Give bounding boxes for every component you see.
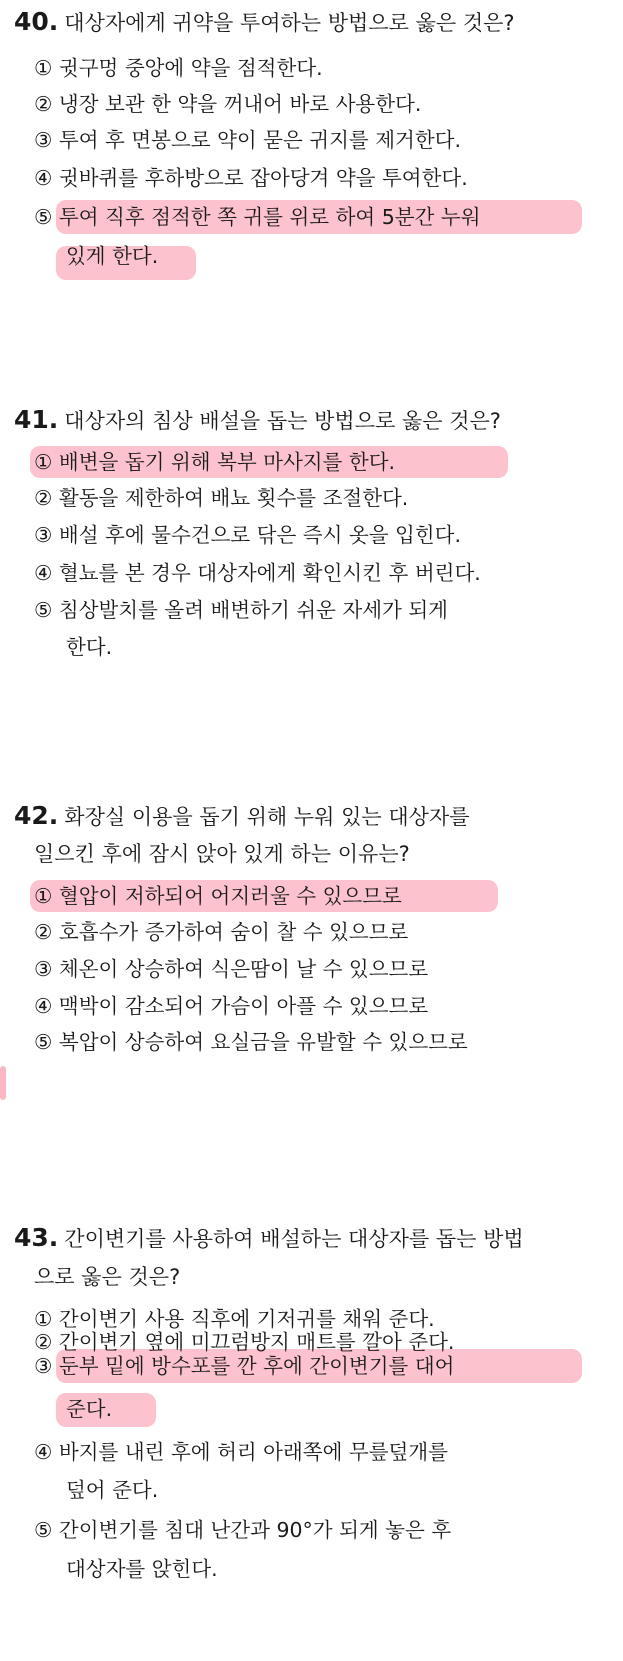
question-text-line2: 일으킨 후에 잠시 앉아 있게 하는 이유는? [34,842,410,866]
option-2: ② 간이변기 옆에 미끄럼방지 매트를 깔아 준다. [34,1330,455,1354]
question-text: 화장실 이용을 돕기 위해 누워 있는 대상자를 [64,805,470,829]
option-4: ④ 귓바퀴를 후하방으로 잡아당겨 약을 투여한다. [34,166,468,190]
option-3: ③ 체온이 상승하여 식은땀이 날 수 있으므로 [34,957,429,981]
question-number: 42. [14,801,59,830]
question-stem [14,404,501,438]
option-3-continuation: 준다. [66,1397,113,1421]
question-text-line2: 으로 옳은 것은? [34,1265,181,1289]
option-3: ③ 둔부 밑에 방수포를 깐 후에 간이변기를 대어 [34,1354,455,1378]
option-5-continuation: 한다. [66,635,113,659]
question-text: 대상자의 침상 배설을 돕는 방법으로 옳은 것은? [64,409,501,433]
option-5: ⑤ 침상발치를 올려 배변하기 쉬운 자세가 되게 [34,598,448,622]
question-text: 간이변기를 사용하여 배설하는 대상자를 돕는 방법 [64,1227,524,1251]
option-1: ① 귓구멍 중앙에 약을 점적한다. [34,56,323,80]
option-5-continuation: 대상자를 앉힌다. [66,1557,218,1581]
question-stem [14,6,515,40]
option-1: ① 간이변기 사용 직후에 기저귀를 채워 준다. [34,1307,435,1331]
question-number: 41. [14,405,59,434]
option-2: ② 호흡수가 증가하여 숨이 찰 수 있으므로 [34,920,409,944]
option-4: ④ 맥박이 감소되어 가슴이 아플 수 있으므로 [34,994,429,1018]
option-5: ⑤ 복압이 상승하여 요실금을 유발할 수 있으므로 [34,1030,468,1054]
question-stem [14,800,470,834]
option-4-continuation: 덮어 준다. [66,1478,159,1502]
option-1: ① 배변을 돕기 위해 복부 마사지를 한다. [34,450,396,474]
margin-mark [0,1066,6,1100]
option-5-continuation: 있게 한다. [66,244,159,268]
question-stem [14,1222,524,1256]
question-text: 대상자에게 귀약을 투여하는 방법으로 옳은 것은? [64,11,515,35]
option-1: ① 혈압이 저하되어 어지러울 수 있으므로 [34,884,402,908]
question-number: 43. [14,1223,59,1252]
question-number: 40. [14,7,59,36]
option-4: ④ 혈뇨를 본 경우 대상자에게 확인시킨 후 버린다. [34,561,481,585]
option-2: ② 활동을 제한하여 배뇨 횟수를 조절한다. [34,486,409,510]
option-5: ⑤ 간이변기를 침대 난간과 90°가 되게 놓은 후 [34,1518,452,1542]
option-5: ⑤ 투여 직후 점적한 쪽 귀를 위로 하여 5분간 누워 [34,205,481,229]
option-3: ③ 투여 후 면봉으로 약이 묻은 귀지를 제거한다. [34,128,461,152]
option-3: ③ 배설 후에 물수건으로 닦은 즉시 옷을 입힌다. [34,523,461,547]
option-2: ② 냉장 보관 한 약을 꺼내어 바로 사용한다. [34,92,422,116]
option-4: ④ 바지를 내린 후에 허리 아래쪽에 무릎덮개를 [34,1440,448,1464]
